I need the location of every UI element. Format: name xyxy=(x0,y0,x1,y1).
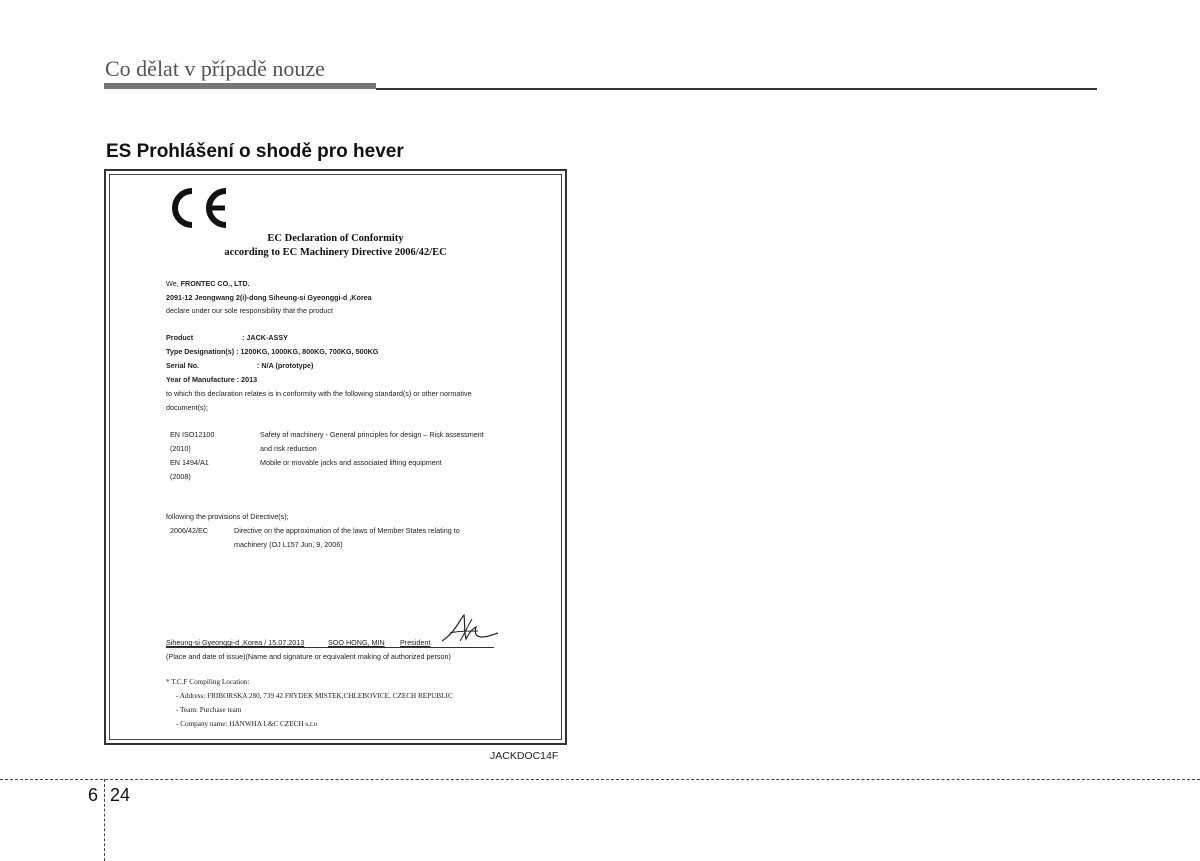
type-label: Type Designation(s) : xyxy=(166,347,239,356)
company-address: 2091-12 Jeongwang 2(i)-dong Siheung-si Gyeonggi-d ,Korea xyxy=(166,293,372,302)
type-designation xyxy=(166,347,378,356)
standard-description: Safety of machinery - General principles for design – Risk assessment xyxy=(260,430,484,439)
section-title: ES Prohlášení o shodě pro hever xyxy=(106,141,404,162)
tcf-title: * T.C.F Compiling Location: xyxy=(166,678,250,686)
manufacturer-line xyxy=(166,279,250,288)
header-rule-thick xyxy=(104,83,376,89)
page-number: 24 xyxy=(110,785,131,805)
conformity-line2: document(s); xyxy=(166,403,208,412)
declaration-title-line2: according to EC Machinery Directive 2006/42/EC xyxy=(224,247,447,258)
provisions-line: following the provisions of Directive(s); xyxy=(166,512,289,521)
standard-code: EN ISO12100 xyxy=(170,430,215,439)
company-name: FRONTEC CO., LTD. xyxy=(180,279,250,288)
product-label: Product xyxy=(166,333,194,342)
declare-statement: declare under our sole responsibility that the product xyxy=(166,306,334,315)
product-value: : JACK-ASSY xyxy=(242,333,288,342)
place-date-of-issue: Siheung-si Gyeonggi-d ,Korea / 15.07.2013 xyxy=(166,638,305,647)
directive-code: 2006/42/EC xyxy=(170,526,208,535)
ce-mark-logo xyxy=(162,185,232,231)
figure-code: JACKDOC14F xyxy=(490,750,559,762)
tcf-address: - Address: FRIBORSKA 280, 739 42 FRYDEK MISTEK,CHLEBOVICE, CZECH REPUBLIC xyxy=(176,692,453,700)
standard-code: EN 1494/A1 xyxy=(170,458,209,467)
year-label: Year of Manufacture : xyxy=(166,375,240,384)
signature-line xyxy=(166,647,494,648)
standard-description: Mobile or movable jacks and associated lifting equipment xyxy=(260,458,442,467)
tcf-team: - Team: Purchase team xyxy=(176,706,242,714)
we-prefix: We, xyxy=(166,279,181,288)
signer-title: President xyxy=(400,638,431,647)
header-rule-thin xyxy=(376,88,1097,90)
standard-description-cont: and risk reduction xyxy=(260,444,317,453)
standard-year: (2010) xyxy=(170,444,191,453)
signer-name: SOO HONG, MIN xyxy=(328,638,385,647)
serial-label: Serial No. xyxy=(166,361,200,370)
footer-dashed-divider xyxy=(104,779,105,861)
certificate-image xyxy=(104,169,567,745)
directive-description-cont: machinery (OJ L157 Jun, 9, 2006) xyxy=(234,540,343,549)
type-value: 1200KG, 1000KG, 800KG, 700KG, 500KG xyxy=(240,347,379,356)
declaration-title-line1: EC Declaration of Conformity xyxy=(267,233,404,244)
page-header-title: Co dělat v případě nouze xyxy=(105,56,325,81)
year-of-manufacture xyxy=(166,375,257,384)
serial-value: : N/A (prototype) xyxy=(257,361,314,370)
signature-image xyxy=(438,611,500,647)
conformity-line1: to which this declaration relates is in conformity with the following standard(s) or other normative xyxy=(166,389,472,398)
tcf-company: - Company name: HANWHA L&C CZECH s.r.o xyxy=(176,720,318,728)
directive-description: Directive on the approximation of the laws of Member States relating to xyxy=(234,526,460,535)
footer-dashed-rule xyxy=(0,779,1200,780)
standard-year: (2008) xyxy=(170,472,191,481)
year-value: 2013 xyxy=(241,375,258,384)
signature-caption: (Place and date of issue)(Name and signature or equivalent making of authorized person) xyxy=(166,652,451,661)
page-chapter: 6 xyxy=(88,785,99,805)
certificate-document xyxy=(106,171,565,743)
